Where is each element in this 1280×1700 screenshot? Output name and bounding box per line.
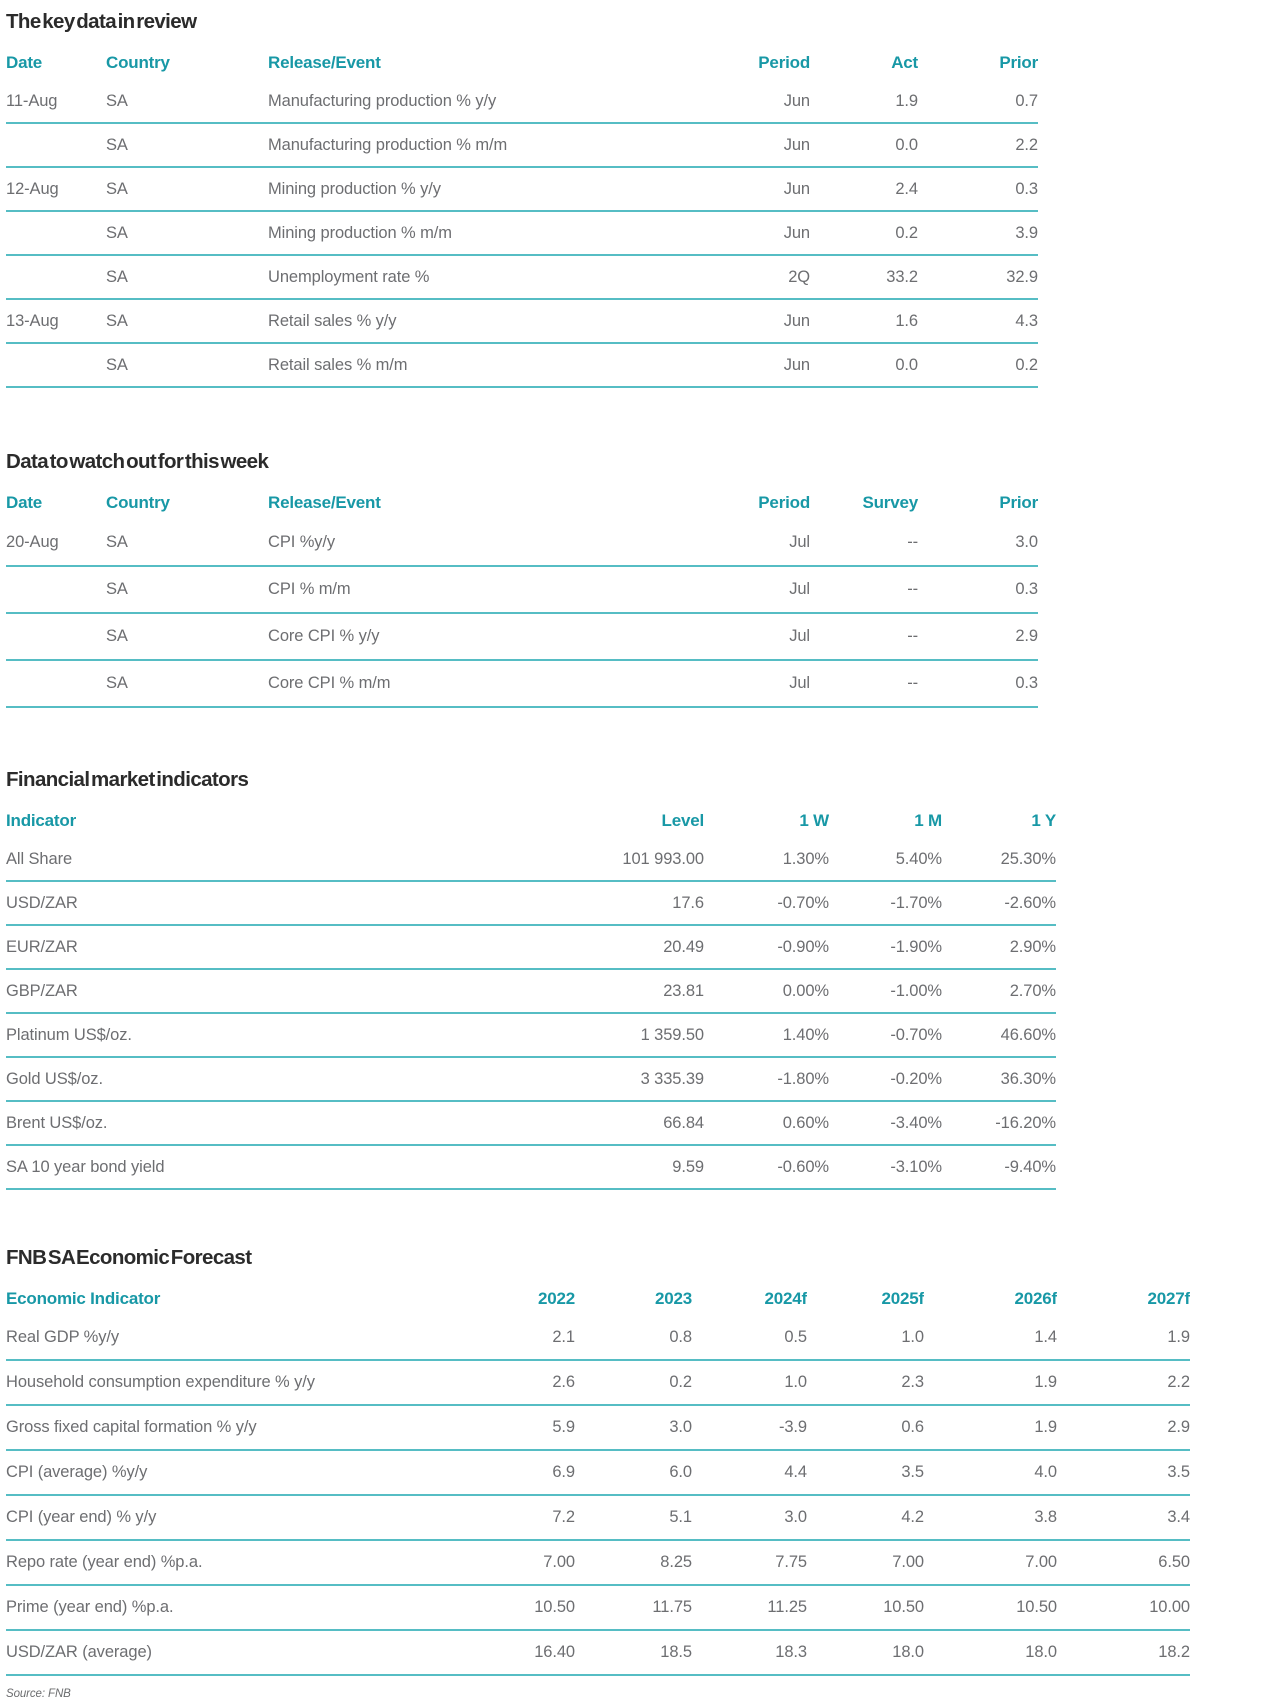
col-header-prior: Prior [999,53,1038,72]
cell-date: 11-Aug [6,91,58,110]
cell-prior: 0.7 [1015,91,1038,110]
cell-2026f: 1.9 [1034,1373,1057,1391]
cell-1y: -2.60% [1004,893,1056,912]
cell-release-event: CPI %y/y [268,533,336,551]
cell-2026f: 10.50 [1016,1598,1057,1616]
cell-period: 2Q [788,267,810,286]
cell-2023: 8.25 [660,1553,692,1571]
cell-country: SA [106,91,128,110]
economic-forecast-table [6,1282,1190,1676]
cell-2025f: 3.5 [901,1463,924,1481]
cell-1y: 36.30% [1000,1069,1056,1088]
cell-release-event: Unemployment rate % [268,267,430,286]
cell-period: Jun [783,179,810,198]
cell-release-event: CPI % m/m [268,580,351,598]
cell-1w: 0.60% [782,1113,829,1132]
table-row [6,256,1038,300]
cell-act: 0.2 [895,223,918,242]
cell-2022: 10.50 [534,1598,575,1616]
cell-country: SA [106,355,128,374]
cell-2027f: 3.5 [1167,1463,1190,1481]
cell-survey: -- [907,580,918,598]
cell-period: Jul [789,533,810,551]
col-header-country: Country [106,53,170,72]
table-row [6,926,1056,970]
cell-release-event: Manufacturing production % y/y [268,91,497,110]
cell-2023: 5.1 [669,1508,692,1526]
table-row [6,124,1038,168]
cell-1m: -1.70% [890,893,942,912]
col-header-indicator: Indicator [6,811,76,830]
table-row [6,168,1038,212]
table-row [6,80,1038,124]
cell-release-event: Mining production % y/y [268,179,441,198]
source-note: Source: FNB [6,1688,71,1700]
cell-country: SA [106,627,128,645]
cell-1m: -3.40% [890,1113,942,1132]
financial-market-indicators-table [6,804,1056,1190]
col-header-act: Act [891,53,918,72]
section-title-key-data: The key data in review [6,10,197,33]
col-header-2026f: 2026f [1014,1289,1057,1308]
cell-period: Jul [789,580,810,598]
cell-survey: -- [907,533,918,551]
cell-prior: 2.2 [1015,135,1038,154]
cell-economic-indicator: Real GDP %y/y [6,1328,120,1346]
cell-2023: 11.75 [652,1598,692,1616]
cell-2024f: 18.3 [775,1643,807,1661]
cell-2024f: 7.75 [775,1553,807,1571]
cell-survey: -- [907,674,918,692]
cell-level: 101 993.00 [622,849,704,868]
col-header-2022: 2022 [537,1289,575,1308]
table-row [6,1316,1190,1361]
cell-2024f: 11.25 [767,1598,807,1616]
col-header-prior: Prior [999,493,1038,512]
cell-act: 1.6 [895,311,918,330]
cell-2024f: 3.0 [784,1508,807,1526]
table-row [6,614,1038,661]
cell-2024f: -3.9 [778,1418,807,1436]
table-row [6,970,1056,1014]
cell-2026f: 18.0 [1025,1643,1057,1661]
cell-act: 0.0 [895,355,918,374]
cell-2024f: 4.4 [784,1463,807,1481]
cell-economic-indicator: Gross fixed capital formation % y/y [6,1418,257,1436]
table-row [6,838,1056,882]
cell-period: Jun [783,311,810,330]
table-row [6,1361,1190,1406]
col-header-level: Level [661,811,704,830]
cell-1w: -1.80% [777,1069,829,1088]
section-data-to-watch [6,450,1280,708]
cell-2022: 2.6 [552,1373,575,1391]
cell-2023: 18.5 [660,1643,692,1661]
cell-1w: -0.60% [777,1157,829,1176]
cell-2027f: 18.2 [1158,1643,1190,1661]
cell-2025f: 1.0 [901,1328,924,1346]
col-header-2024f: 2024f [764,1289,807,1308]
cell-period: Jun [783,223,810,242]
col-header-economic-indicator: Economic Indicator [6,1289,161,1308]
cell-period: Jul [789,627,810,645]
table-row [6,1541,1190,1586]
section-fnb-sa-economic-forecast [6,1246,1280,1676]
cell-2025f: 0.6 [901,1418,924,1436]
cell-act: 33.2 [886,267,918,286]
cell-2026f: 7.00 [1025,1553,1057,1571]
cell-2027f: 6.50 [1158,1553,1190,1571]
table-row [6,520,1038,567]
cell-survey: -- [907,627,918,645]
cell-indicator: All Share [6,849,73,868]
table-row [6,1406,1190,1451]
table-row [6,300,1038,344]
cell-prior: 0.3 [1015,179,1038,198]
data-to-watch-table [6,486,1038,708]
cell-period: Jun [783,91,810,110]
table-row [6,567,1038,614]
cell-level: 23.81 [663,981,704,1000]
cell-1m: -1.90% [890,937,942,956]
cell-2027f: 10.00 [1149,1598,1190,1616]
section-title-data-to-watch: Data to watch out for this week [6,450,269,473]
cell-1y: 25.30% [1000,849,1056,868]
cell-country: SA [106,533,128,551]
cell-1y: -16.20% [995,1113,1056,1132]
market-header-row [6,804,1056,838]
cell-prior: 3.0 [1015,533,1038,551]
cell-economic-indicator: Household consumption expenditure % y/y [6,1373,315,1391]
data-to-watch-header-row [6,486,1038,520]
cell-level: 3 335.39 [640,1069,704,1088]
cell-prior: 0.3 [1015,580,1038,598]
cell-2025f: 4.2 [901,1508,924,1526]
cell-2022: 6.9 [552,1463,575,1481]
cell-2023: 0.2 [669,1373,692,1391]
cell-level: 9.59 [672,1157,704,1176]
col-header-date: Date [6,53,43,72]
cell-2025f: 10.50 [883,1598,924,1616]
cell-country: SA [106,179,128,198]
cell-act: 2.4 [895,179,918,198]
section-title-financial-market-indicators: Financial market indicators [6,768,249,791]
key-data-table-body [6,80,1038,388]
cell-2027f: 2.2 [1167,1373,1190,1391]
cell-1w: 0.00% [782,981,829,1000]
cell-economic-indicator: CPI (year end) % y/y [6,1508,157,1526]
cell-period: Jul [789,674,810,692]
cell-period: Jun [783,135,810,154]
cell-2023: 0.8 [669,1328,692,1346]
section-key-data [6,10,1280,388]
table-row [6,661,1038,708]
cell-2022: 7.2 [552,1508,575,1526]
cell-release-event: Retail sales % y/y [268,311,397,330]
cell-1m: -1.00% [890,981,942,1000]
cell-2027f: 1.9 [1167,1328,1190,1346]
cell-1w: 1.40% [782,1025,829,1044]
table-row [6,344,1038,388]
market-table-body [6,838,1056,1190]
table-row [6,1014,1056,1058]
cell-2023: 3.0 [669,1418,692,1436]
table-row [6,1058,1056,1102]
cell-2022: 5.9 [552,1418,575,1436]
col-header-period: Period [758,493,810,512]
cell-2026f: 3.8 [1034,1508,1057,1526]
cell-2022: 7.00 [543,1553,575,1571]
cell-indicator: Platinum US$/oz. [6,1025,132,1044]
cell-1y: -9.40% [1004,1157,1056,1176]
key-data-header-row [6,46,1038,80]
col-header-2023: 2023 [654,1289,692,1308]
cell-economic-indicator: CPI (average) %y/y [6,1463,148,1481]
cell-indicator: GBP/ZAR [6,981,78,1000]
cell-release-event: Manufacturing production % m/m [268,135,508,154]
cell-2024f: 0.5 [784,1328,807,1346]
cell-indicator: USD/ZAR [6,893,78,912]
cell-country: SA [106,580,128,598]
cell-date: 20-Aug [6,533,59,551]
cell-level: 17.6 [672,893,704,912]
col-header-1y: 1 Y [1031,811,1056,830]
cell-1y: 2.70% [1009,981,1056,1000]
cell-1w: 1.30% [782,849,829,868]
data-to-watch-table-body [6,520,1038,708]
cell-level: 66.84 [663,1113,704,1132]
cell-country: SA [106,135,128,154]
cell-2025f: 2.3 [901,1373,924,1391]
section-financial-market-indicators [6,768,1280,1190]
cell-2022: 2.1 [552,1328,575,1346]
cell-prior: 32.9 [1006,267,1038,286]
col-header-release-event: Release/Event [268,53,381,72]
col-header-period: Period [758,53,810,72]
col-header-1m: 1 M [914,811,942,830]
cell-2026f: 1.9 [1034,1418,1057,1436]
cell-1w: -0.70% [777,893,829,912]
cell-country: SA [106,674,128,692]
cell-1y: 2.90% [1009,937,1056,956]
cell-1m: 5.40% [895,849,942,868]
cell-prior: 3.9 [1015,223,1038,242]
cell-level: 1 359.50 [640,1025,704,1044]
col-header-2025f: 2025f [881,1289,924,1308]
col-header-release-event: Release/Event [268,493,381,512]
cell-2025f: 18.0 [892,1643,924,1661]
cell-level: 20.49 [663,937,704,956]
cell-2026f: 1.4 [1034,1328,1057,1346]
cell-2026f: 4.0 [1034,1463,1057,1481]
cell-1m: -0.70% [890,1025,942,1044]
table-row [6,882,1056,926]
col-header-country: Country [106,493,170,512]
cell-economic-indicator: Prime (year end) %p.a. [6,1598,174,1616]
cell-economic-indicator: Repo rate (year end) %p.a. [6,1553,203,1571]
cell-economic-indicator: USD/ZAR (average) [6,1643,152,1661]
cell-date: 12-Aug [6,179,59,198]
cell-indicator: Brent US$/oz. [6,1113,108,1132]
cell-country: SA [106,267,128,286]
cell-1m: -0.20% [890,1069,942,1088]
cell-act: 0.0 [895,135,918,154]
table-row [6,1146,1056,1190]
cell-1y: 46.60% [1000,1025,1056,1044]
col-header-date: Date [6,493,43,512]
cell-prior: 4.3 [1015,311,1038,330]
cell-2024f: 1.0 [784,1373,807,1391]
table-row [6,1496,1190,1541]
section-title-fnb-sa-economic-forecast: FNB SA Economic Forecast [6,1246,252,1269]
table-row [6,1631,1190,1676]
cell-2023: 6.0 [669,1463,692,1481]
table-row [6,212,1038,256]
key-data-table [6,46,1038,388]
forecast-table-body [6,1316,1190,1676]
cell-indicator: SA 10 year bond yield [6,1157,165,1176]
cell-2027f: 2.9 [1167,1418,1190,1436]
cell-country: SA [106,311,128,330]
cell-country: SA [106,223,128,242]
table-row [6,1586,1190,1631]
cell-indicator: Gold US$/oz. [6,1069,103,1088]
cell-release-event: Core CPI % m/m [268,674,391,692]
cell-1m: -3.10% [890,1157,942,1176]
forecast-header-row [6,1282,1190,1316]
cell-prior: 0.3 [1015,674,1038,692]
cell-2025f: 7.00 [892,1553,924,1571]
cell-period: Jun [783,355,810,374]
cell-prior: 0.2 [1015,355,1038,374]
cell-release-event: Core CPI % y/y [268,627,380,645]
cell-1w: -0.90% [777,937,829,956]
cell-2022: 16.40 [534,1643,575,1661]
cell-release-event: Mining production % m/m [268,223,452,242]
cell-date: 13-Aug [6,311,59,330]
col-header-survey: Survey [862,493,918,512]
cell-release-event: Retail sales % m/m [268,355,408,374]
table-row [6,1102,1056,1146]
col-header-2027f: 2027f [1147,1289,1190,1308]
cell-indicator: EUR/ZAR [6,937,78,956]
cell-prior: 2.9 [1015,627,1038,645]
col-header-1w: 1 W [799,811,829,830]
cell-act: 1.9 [895,91,918,110]
table-row [6,1451,1190,1496]
cell-2027f: 3.4 [1167,1508,1190,1526]
